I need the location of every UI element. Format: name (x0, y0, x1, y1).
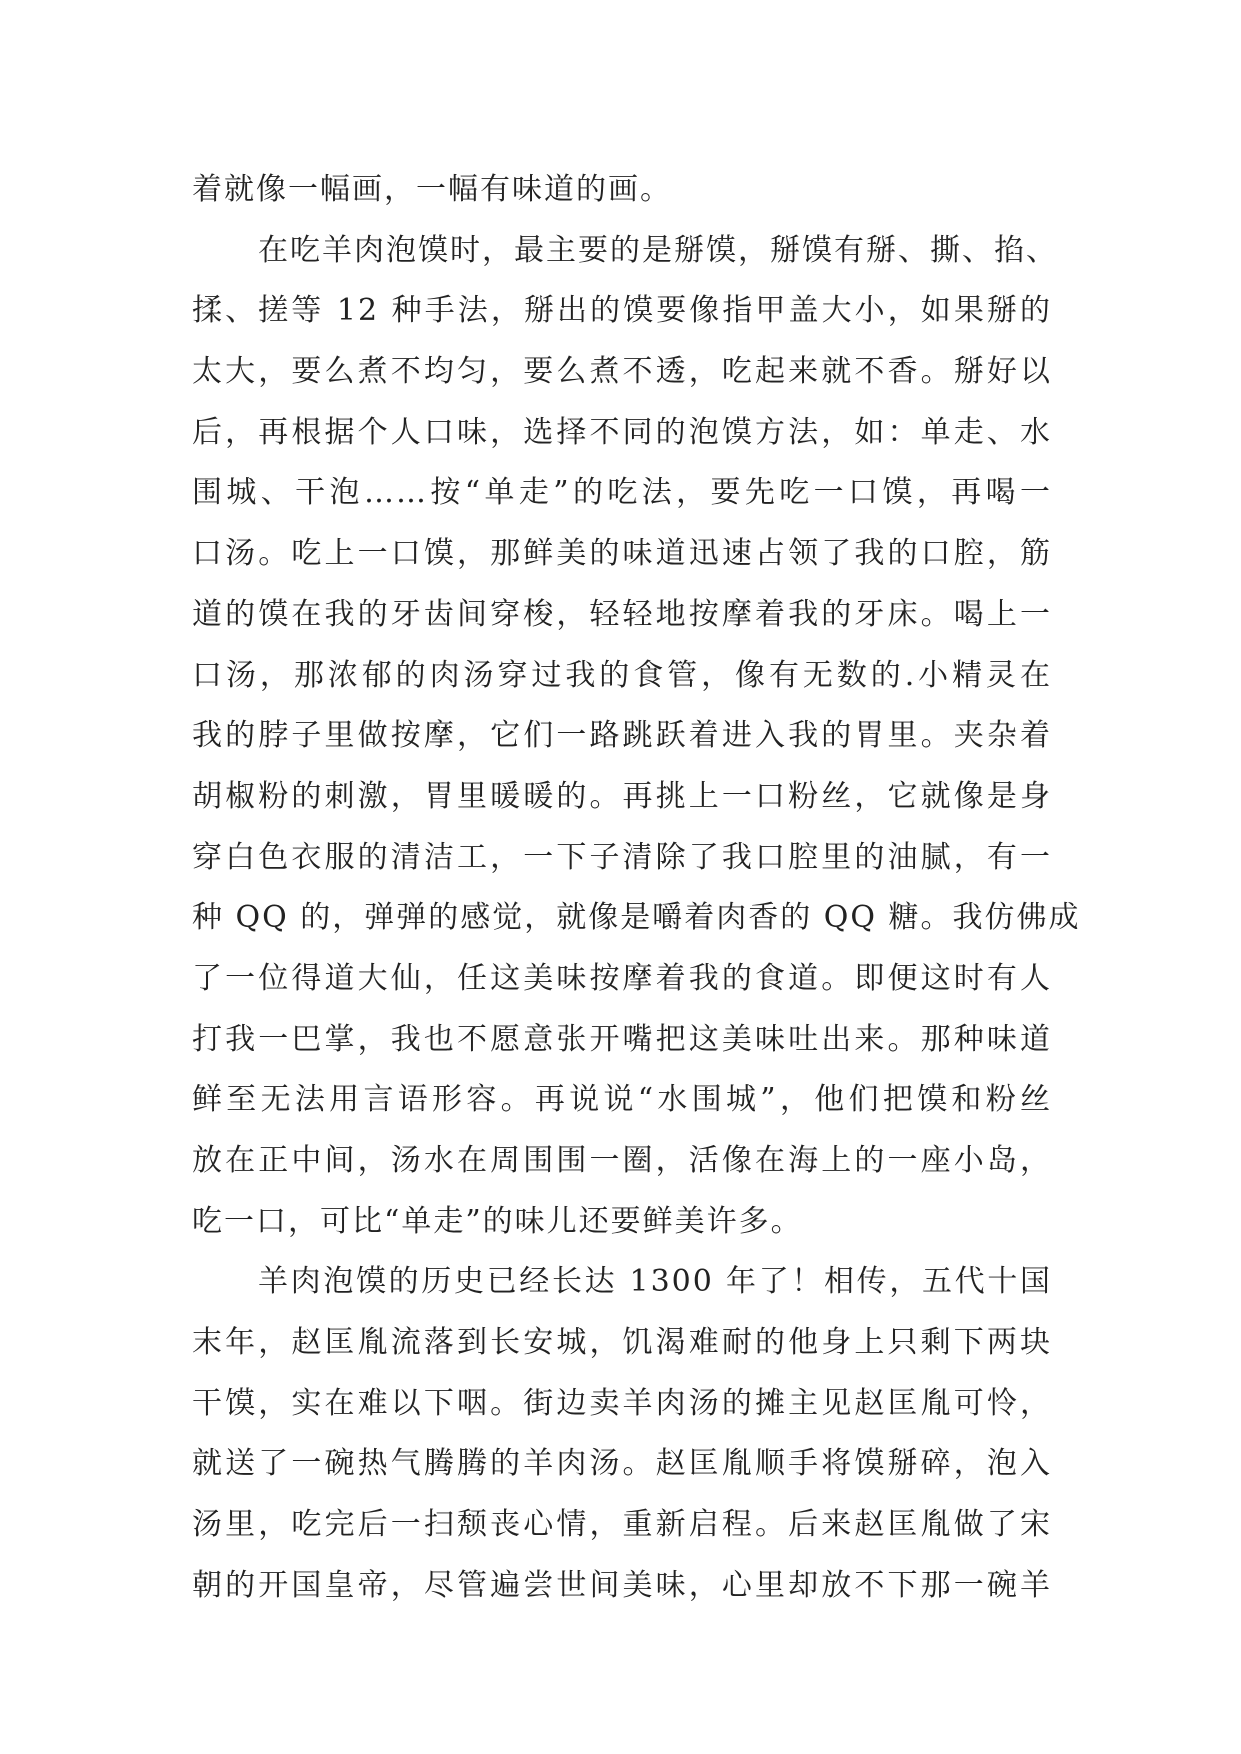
document-body (192, 160, 1081, 1617)
text-line: 围城、干泡……按“单走”的吃法，要先吃一口馍，再喝一 (192, 475, 1052, 511)
text-line: 打我一巴掌，我也不愿意张开嘴把这美味吐出来。那种味道 (192, 1021, 1052, 1057)
text-line: 后，再根据个人口味，选择不同的泡馍方法，如：单走、水 (192, 414, 1052, 450)
text-line: 道的馍在我的牙齿间穿梭，轻轻地按摩着我的牙床。喝上一 (192, 596, 1052, 632)
text-line: 放在正中间，汤水在周围围一圈，活像在海上的一座小岛， (192, 1143, 1052, 1178)
text-line: 揉、搓等 12 种手法，掰出的馍要像指甲盖大小，如果掰的 (192, 293, 1052, 329)
text-line: 了一位得道大仙，任这美味按摩着我的食道。即便这时有人 (192, 960, 1052, 996)
paragraph-start-line: 在吃羊肉泡馍时，最主要的是掰馍，掰馍有掰、撕、掐、 (258, 232, 1058, 268)
text-line: 着就像一幅画，一幅有味道的画。 (192, 172, 672, 207)
text-line: 朝的开国皇帝，尽管遍尝世间美味，心里却放不下那一碗羊 (192, 1567, 1052, 1603)
text-line: 鲜至无法用言语形容。再说说“水围城”，他们把馍和粉丝 (192, 1082, 1052, 1118)
text-line: 种 QQ 的，弹弹的感觉，就像是嚼着肉香的 QQ 糖。我仿佛成 (192, 900, 1081, 936)
text-line: 穿白色衣服的清洁工，一下子清除了我口腔里的油腻，有一 (192, 839, 1052, 875)
paragraph-start-line: 羊肉泡馍的历史已经长达 1300 年了！相传，五代十国 (258, 1264, 1052, 1300)
text-line: 胡椒粉的刺激，胃里暖暖的。再挑上一口粉丝，它就像是身 (192, 778, 1052, 814)
text-line: 我的脖子里做按摩，它们一路跳跃着进入我的胃里。夹杂着 (192, 718, 1052, 754)
text-line: 就送了一碗热气腾腾的羊肉汤。赵匡胤顺手将馍掰碎，泡入 (192, 1446, 1052, 1482)
text-line: 末年，赵匡胤流落到长安城，饥渴难耐的他身上只剩下两块 (192, 1325, 1052, 1361)
text-line: 汤里，吃完后一扫颓丧心情，重新启程。后来赵匡胤做了宋 (192, 1507, 1052, 1543)
paragraph-end-line: 吃一口，可比“单走”的味儿还要鲜美许多。 (192, 1203, 803, 1239)
text-line: 太大，要么煮不均匀，要么煮不透，吃起来就不香。掰好以 (192, 354, 1052, 390)
text-line: 口汤，那浓郁的肉汤穿过我的食管，像有无数的.小精灵在 (192, 657, 1052, 693)
text-line: 口汤。吃上一口馍，那鲜美的味道迅速占领了我的口腔，筋 (192, 536, 1052, 572)
text-line: 干馍，实在难以下咽。街边卖羊肉汤的摊主见赵匡胤可怜， (192, 1385, 1052, 1421)
